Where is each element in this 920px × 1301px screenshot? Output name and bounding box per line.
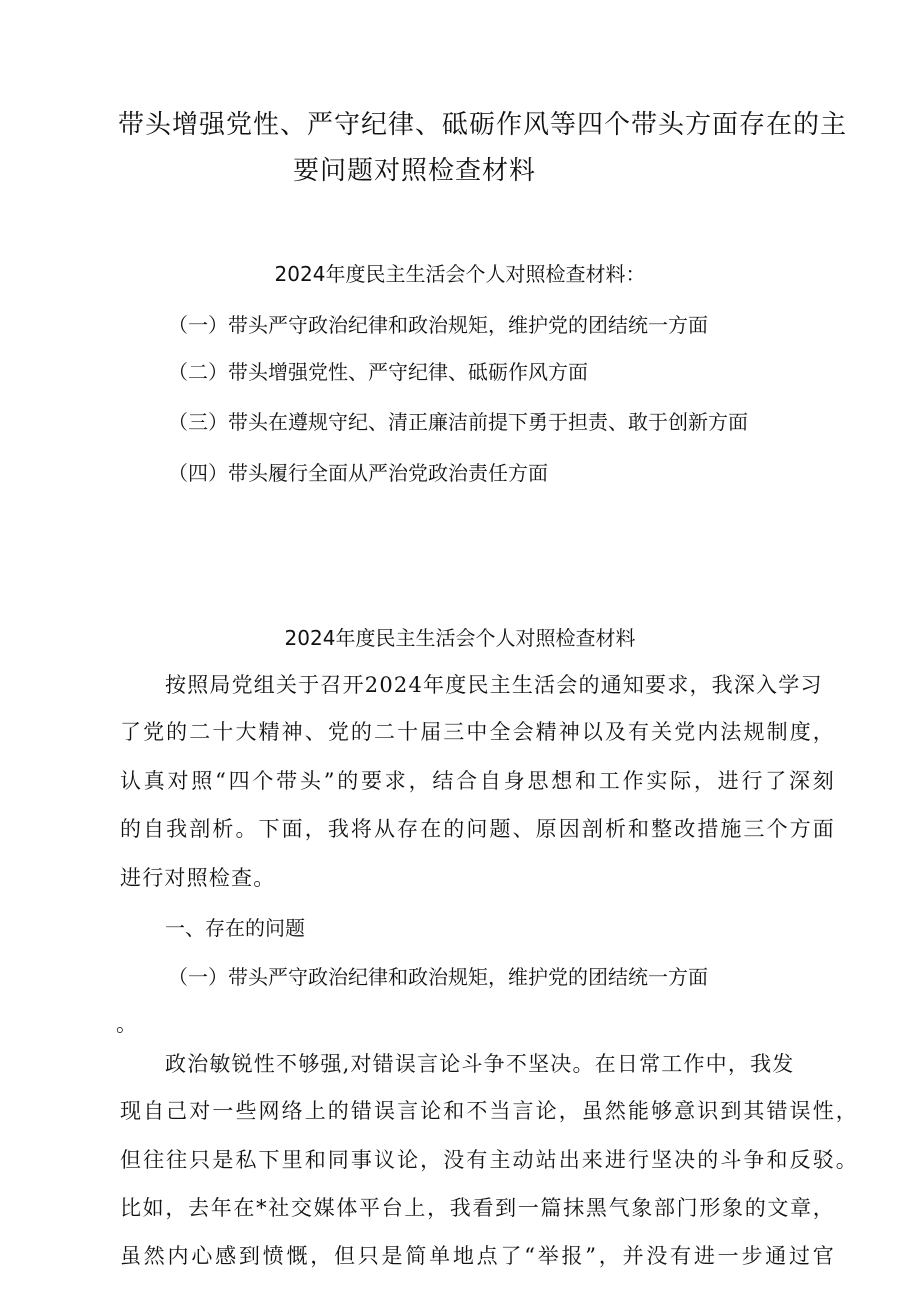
intro-line: 认真对照“四个带头”的要求，结合自身思想和工作实际，进行了深刻 <box>120 769 835 793</box>
paragraph-line: 现自己对一些网络上的错误言论和不当言论，虽然能够意识到其错误性， <box>120 1099 858 1123</box>
toc-item: （三）带头在遵规守纪、清正廉洁前提下勇于担责、敢于创新方面 <box>168 410 748 434</box>
paragraph-line: 但往往只是私下里和同事议论，没有主动站出来进行坚决的斗争和反驳。 <box>120 1148 858 1172</box>
body-heading: 2024年度民主生活会个人对照检查材料 <box>284 626 636 650</box>
intro-line: 的自我剖析。下面，我将从存在的问题、原因剖析和整改措施三个方面 <box>120 817 835 841</box>
toc-item: （一）带头严守政治纪律和政治规矩，维护党的团结统一方面 <box>168 313 708 337</box>
subsection-heading: （一）带头严守政治纪律和政治规矩，维护党的团结统一方面 <box>168 965 708 989</box>
document-title-line-2: 要问题对照检查材料 <box>293 156 537 186</box>
document-title-line-1: 带头增强党性、严守纪律、砥砺作风等四个带头方面存在的主 <box>118 110 848 140</box>
intro-line: 按照局党组关于召开2024年度民主生活会的通知要求，我深入学习 <box>165 673 823 697</box>
paragraph-line: 比如，去年在*社交媒体平台上，我看到一篇抹黑气象部门形象的文章， <box>120 1196 835 1220</box>
intro-line: 了党的二十大精神、党的二十届三中全会精神以及有关党内法规制度， <box>120 720 835 744</box>
paragraph-line: 虽然内心感到愤慨，但只是简单地点了“举报”，并没有进一步通过官 <box>120 1244 835 1268</box>
section-heading: 一、存在的问题 <box>165 916 305 940</box>
intro-line: 进行对照检查。 <box>120 866 276 890</box>
toc-item: （二）带头增强党性、严守纪律、砥砺作风方面 <box>168 360 588 384</box>
toc-item: （四）带头履行全面从严治党政治责任方面 <box>168 461 548 485</box>
paragraph-line: 政治敏锐性不够强,对错误言论斗争不坚决。在日常工作中，我发 <box>165 1052 795 1076</box>
stray-punctuation: 。 <box>116 1012 139 1036</box>
toc-heading: 2024年度民主生活会个人对照检查材料： <box>274 262 646 286</box>
